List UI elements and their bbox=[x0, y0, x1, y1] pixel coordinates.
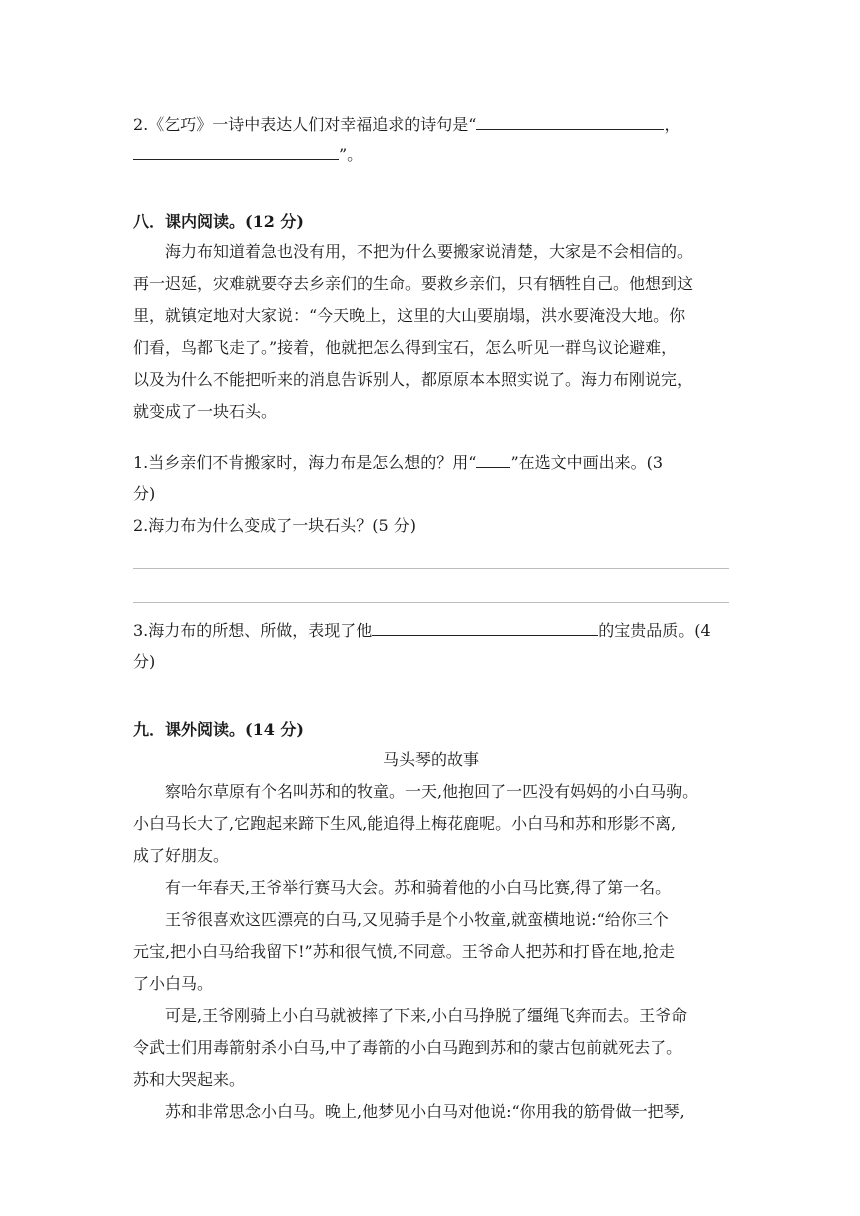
section8-passage-line: 里，就镇定地对大家说：“今天晚上，这里的大山要崩塌，洪水要淹没大地。你 bbox=[133, 306, 686, 325]
section8-passage-line: 再一迟延，灾难就要夺去乡亲们的生命。要救乡亲们，只有牺牲自己。他想到这 bbox=[133, 274, 694, 293]
section9-passage-line: 苏和非常思念小白马。晚上,他梦见小白马对他说:“你用我的筋骨做一把琴, bbox=[165, 1102, 685, 1121]
section8-q3-text-a: 3.海力布的所想、所做，表现了他 bbox=[133, 621, 373, 640]
section9-passage-line: 察哈尔草原有个名叫苏和的牧童。一天,他抱回了一匹没有妈妈的小白马驹。 bbox=[165, 782, 699, 801]
section9-passage-line: 小白马长大了,它跑起来蹄下生风,能追得上梅花鹿呢。小白马和苏和形影不离, bbox=[133, 814, 677, 833]
q7-answer-blank-2[interactable] bbox=[133, 144, 339, 160]
section9-passage-line: 可是,王爷刚骑上小白马就被摔了下来,小白马挣脱了缰绳飞奔而去。王爷命 bbox=[165, 1006, 688, 1025]
section8-q3-line1 bbox=[133, 620, 711, 641]
section8-passage-line: 们看，鸟都飞走了。”接着，他就把怎么得到宝石，怎么听见一群鸟议论避难， bbox=[133, 338, 678, 357]
answer-line-2[interactable] bbox=[133, 602, 729, 603]
section8-q1-line2: 分) bbox=[133, 484, 156, 503]
answer-line-1[interactable] bbox=[133, 568, 729, 569]
section8-q1-text-b: ”在选文中画出来。(3 bbox=[510, 453, 664, 472]
q7-answer-blank-1[interactable] bbox=[476, 114, 664, 130]
section8-passage-line: 就变成了一块石头。 bbox=[133, 402, 278, 421]
section9-passage-line: 有一年春天,王爷举行赛马大会。苏和骑着他的小白马比赛,得了第一名。 bbox=[165, 878, 672, 897]
section9-passage-line: 成了好朋友。 bbox=[133, 846, 230, 865]
section8-q1-line1 bbox=[133, 452, 663, 473]
section8-passage-line: 以及为什么不能把听来的消息告诉别人，都原原本本照实说了。海力布刚说完， bbox=[133, 370, 694, 389]
q7-item2-suffix: ”。 bbox=[339, 145, 364, 164]
q7-item2-line1 bbox=[133, 114, 680, 135]
section8-passage-line: 海力布知道着急也没有用，不把为什么要搬家说清楚，大家是不会相信的。 bbox=[165, 242, 694, 261]
q7-item2-line2 bbox=[133, 144, 363, 165]
section9-passage-line: 王爷很喜欢这匹漂亮的白马,又见骑手是个小牧童,就蛮横地说:“给你三个 bbox=[165, 910, 669, 929]
story-title: 马头琴的故事 bbox=[382, 750, 479, 769]
section9-passage-line: 令武士们用毒箭射杀小白马,中了毒箭的小白马跑到苏和的蒙古包前就死去了。 bbox=[133, 1038, 683, 1057]
q3-answer-blank[interactable] bbox=[372, 620, 598, 636]
section9-heading: 九．课外阅读。(14 分) bbox=[133, 720, 304, 739]
section9-passage-line: 元宝,把小白马给我留下!”苏和很气愤,不同意。王爷命人把苏和打昏在地,抢走 bbox=[133, 942, 675, 961]
section8-heading: 八．课内阅读。(12 分) bbox=[133, 212, 304, 231]
section9-passage-line: 苏和大哭起来。 bbox=[133, 1070, 246, 1089]
section9-passage-line: 了小白马。 bbox=[133, 974, 214, 993]
section8-q2: 2.海力布为什么变成了一块石头？(5 分) bbox=[133, 516, 417, 535]
q7-item2-comma: ， bbox=[664, 115, 681, 134]
underline-sample bbox=[476, 452, 510, 468]
section8-q3-line2: 分) bbox=[133, 652, 156, 671]
section8-q1-text-a: 1.当乡亲们不肯搬家时，海力布是怎么想的？用“ bbox=[133, 453, 477, 472]
section8-q3-text-b: 的宝贵品质。(4 bbox=[598, 621, 711, 640]
q7-item2-prefix: 2.《乞巧》一诗中表达人们对幸福追求的诗句是“ bbox=[133, 115, 477, 134]
